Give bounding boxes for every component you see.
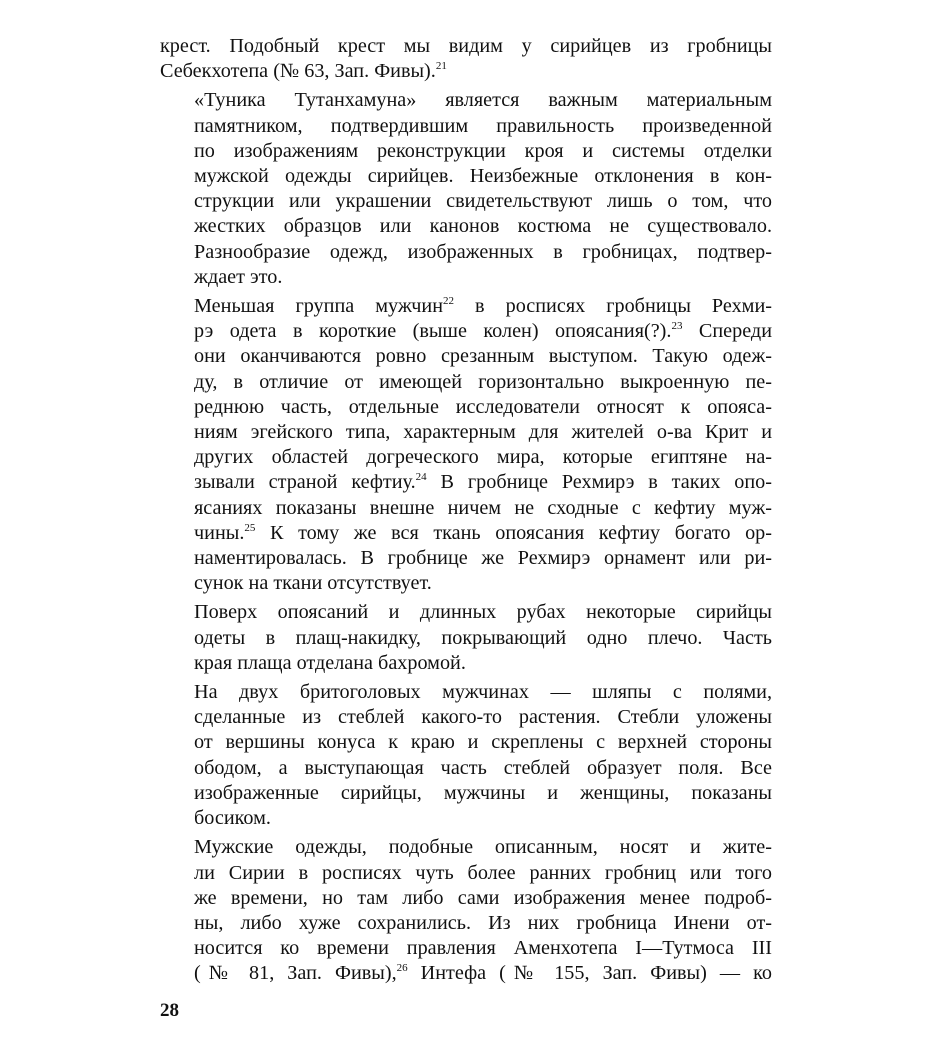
text-line: На двух бритоголовых мужчинах — шляпы с полями,: [194, 681, 772, 704]
paragraph: [160, 294, 772, 596]
text-line: других областей догреческого мира, которые египтяне на-: [194, 446, 772, 469]
footnote-ref: 23: [671, 320, 683, 333]
footnote-ref: 22: [443, 295, 455, 308]
text-line: ждает это.: [194, 265, 283, 288]
text-line: же времени, но там либо сами изображения менее подроб-: [194, 886, 772, 909]
text-line: ли Сирии в росписях чуть более ранних гробниц или того: [194, 861, 772, 884]
text-line: одеты в плащ-накидку, покрывающий одно плечо. Часть: [194, 626, 772, 649]
text-line: рэ одета в короткие (выше колен) опоясания(?).$^{23}$ Спереди: [194, 320, 773, 343]
text-line: босиком.: [194, 807, 271, 830]
paragraph: [160, 680, 772, 831]
paragraph: [160, 600, 772, 676]
text-line: жестких образцов или канонов костюма не существовало.: [194, 215, 772, 238]
page-number: 28: [160, 1000, 179, 1021]
text-line: изображенные сирийцы, мужчины и женщины, показаны: [194, 781, 772, 804]
footnote-ref: 26: [396, 962, 408, 975]
text-line: зывали страной кефтиу.$^{24}$ В гробнице Рехмирэ в таких опо-: [194, 471, 772, 494]
text-line: наментировалась. В гробнице же Рехмирэ орнамент или ри-: [194, 547, 772, 570]
text-line: от вершины конуса к краю и скреплены с верхней стороны: [194, 731, 772, 754]
text-line: крест. Подобный крест мы видим у сирийцев из гробницы: [160, 35, 772, 57]
text-line: они оканчиваются ровно срезанным выступом. Такую одеж-: [194, 345, 772, 368]
paragraph: [160, 34, 772, 84]
footnote-ref: 24: [415, 471, 427, 484]
paragraph: [160, 835, 772, 986]
footnote-ref: 25: [244, 521, 256, 534]
text-line: ясаниях показаны внешне ничем не сходные с кефтиу муж-: [194, 496, 772, 519]
text-line: сделанные из стеблей какого-то растения. Стебли уложены: [194, 706, 772, 729]
text-line: Поверх опоясаний и длинных рубах некоторые сирийцы: [194, 601, 772, 624]
text-body: [160, 34, 772, 991]
footnote-ref: 21: [435, 60, 447, 73]
text-line: мужской одежды сирийцев. Неизбежные отклонения в кон-: [194, 165, 772, 188]
text-line: Себекхотепа (№ 63, Зап. Фивы).$^{21}$: [160, 60, 447, 83]
text-line: «Туника Тутанхамуна» является важным материальным: [194, 89, 772, 112]
text-line: Разнообразие одежд, изображенных в гробницах, подтвер-: [194, 240, 772, 263]
text-line: ны, либо хуже сохранились. Из них гробница Инени от-: [194, 911, 772, 934]
text-line: края плаща отделана бахромой.: [194, 651, 466, 674]
text-line: носится ко времени правления Аменхотепа I—Тутмоса III: [194, 937, 772, 960]
paragraph: [160, 88, 772, 290]
text-line: Мужские одежды, подобные описанным, носят и жите-: [194, 836, 772, 859]
text-line: ду, в отличие от имеющей горизонтально выкроенную пе-: [194, 370, 772, 393]
text-line: ободом, а выступающая часть стеблей образует поля. Все: [194, 756, 772, 779]
text-line: (№ 81, Зап. Фивы),$^{26}$ Интефа (№ 155, Зап. Фивы) — ко: [194, 962, 772, 985]
text-line: Меньшая группа мужчин$^{22}$ в росписях гробницы Рехми-: [194, 295, 772, 318]
text-line: струкции или украшении свидетельствуют лишь о том, что: [194, 190, 772, 213]
text-line: памятником, подтвердившим правильность произведенной: [194, 114, 772, 137]
text-line: по изображениям реконструкции кроя и системы отделки: [194, 139, 772, 162]
text-line: чины.$^{25}$ К тому же вся ткань опоясания кефтиу богато ор-: [194, 521, 772, 544]
text-line: сунок на ткани отсутствует.: [194, 572, 432, 595]
text-line: реднюю часть, отдельные исследователи относят к опояса-: [194, 395, 772, 418]
text-line: ниям эгейского типа, характерным для жителей о-ва Крит и: [194, 421, 772, 444]
